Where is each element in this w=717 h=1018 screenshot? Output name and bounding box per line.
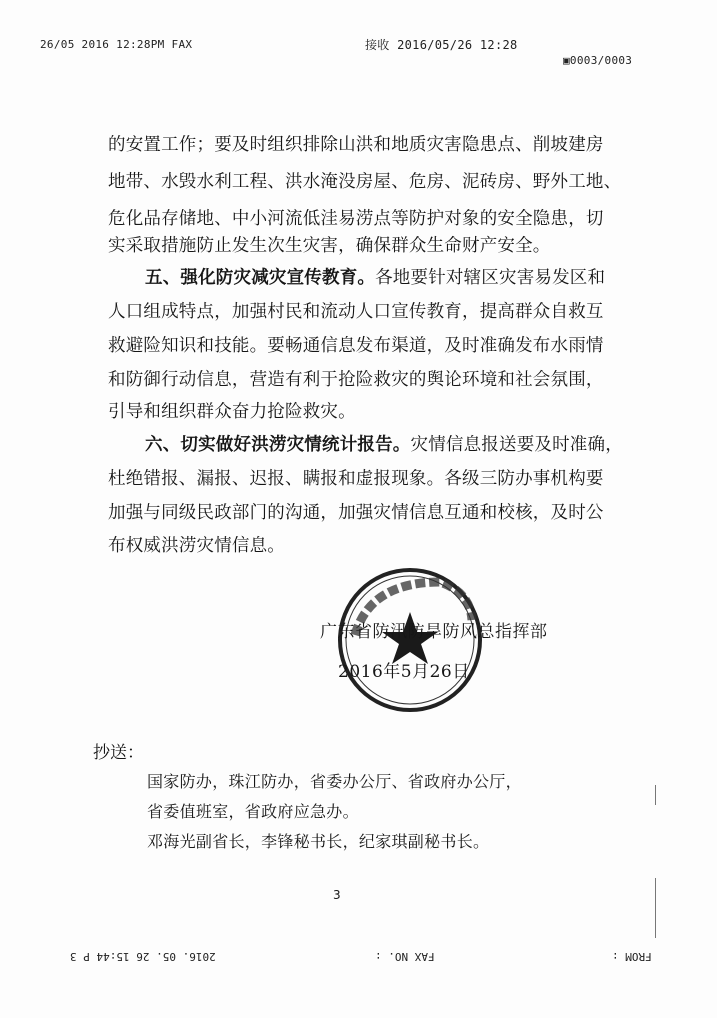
cc-recipient-line: 邓海光副省长，李锋秘书长，纪家琪副秘书长。	[147, 832, 490, 851]
body-line: 和防御行动信息，营造有利于抢险救灾的舆论环境和社会氛围，	[108, 370, 604, 390]
body-line: 布权威洪涝灾情信息。	[108, 536, 285, 556]
fax-header-received: 接收 2016/05/26 12:28	[365, 38, 518, 52]
body-line: 的安置工作；要及时组织排除山洪和地质灾害隐患点、削坡建房	[108, 135, 604, 155]
body-line: 地带、水毁水利工程、洪水淹没房屋、危房、泥砖房、野外工地、	[108, 172, 622, 192]
body-line: 救避险知识和技能。要畅通信息发布渠道，及时准确发布水雨情	[108, 336, 604, 356]
section-6-text: 灾情信息报送要及时准确，	[410, 435, 623, 455]
body-line: 加强与同级民政部门的沟通，加强灾情信息互通和校核，及时公	[108, 503, 604, 523]
signature-date: 2016年5月26日	[338, 662, 470, 682]
body-line: 人口组成特点，加强村民和流动人口宣传教育，提高群众自救互	[108, 302, 604, 322]
body-line: 引导和组织群众奋力抢险救灾。	[108, 402, 356, 422]
scan-artifact-line	[655, 878, 656, 938]
section-5-text: 各地要针对辖区灾害易发区和	[375, 268, 606, 288]
section-5-first-line	[145, 268, 606, 288]
section-6-heading: 六、切实做好洪涝灾情统计报告。	[145, 435, 411, 455]
cc-label: 抄送：	[93, 743, 144, 763]
page-number: 3	[333, 888, 341, 902]
body-line: 危化品存储地、中小河流低洼易涝点等防护对象的安全隐患，切	[108, 209, 604, 229]
body-line: 实采取措施防止发生次生灾害，确保群众生命财产安全。	[108, 236, 551, 256]
fax-header-page-count: ▣0003/0003	[563, 54, 633, 67]
cc-recipient-line: 省委值班室，省政府应急办。	[147, 802, 359, 821]
cc-recipient-line: 国家防办，珠江防办，省委办公厅、省政府办公厅，	[147, 772, 522, 791]
fax-footer-fax-number: FAX NO. :	[375, 950, 435, 963]
signature-organization: 广东省防汛防旱防风总指挥部	[320, 622, 548, 642]
section-6-first-line	[145, 435, 623, 455]
scan-artifact-line	[655, 785, 656, 805]
fax-footer-from: FROM :	[612, 950, 652, 963]
section-5-heading: 五、强化防灾减灾宣传教育。	[145, 268, 376, 288]
body-line: 杜绝错报、漏报、迟报、瞒报和虚报现象。各级三防办事机构要	[108, 469, 604, 489]
fax-footer-timestamp: 2016. 05. 26 15:44 P 3	[70, 950, 216, 963]
fax-header-sender: 26/05 2016 12:28PM FAX	[40, 38, 193, 51]
